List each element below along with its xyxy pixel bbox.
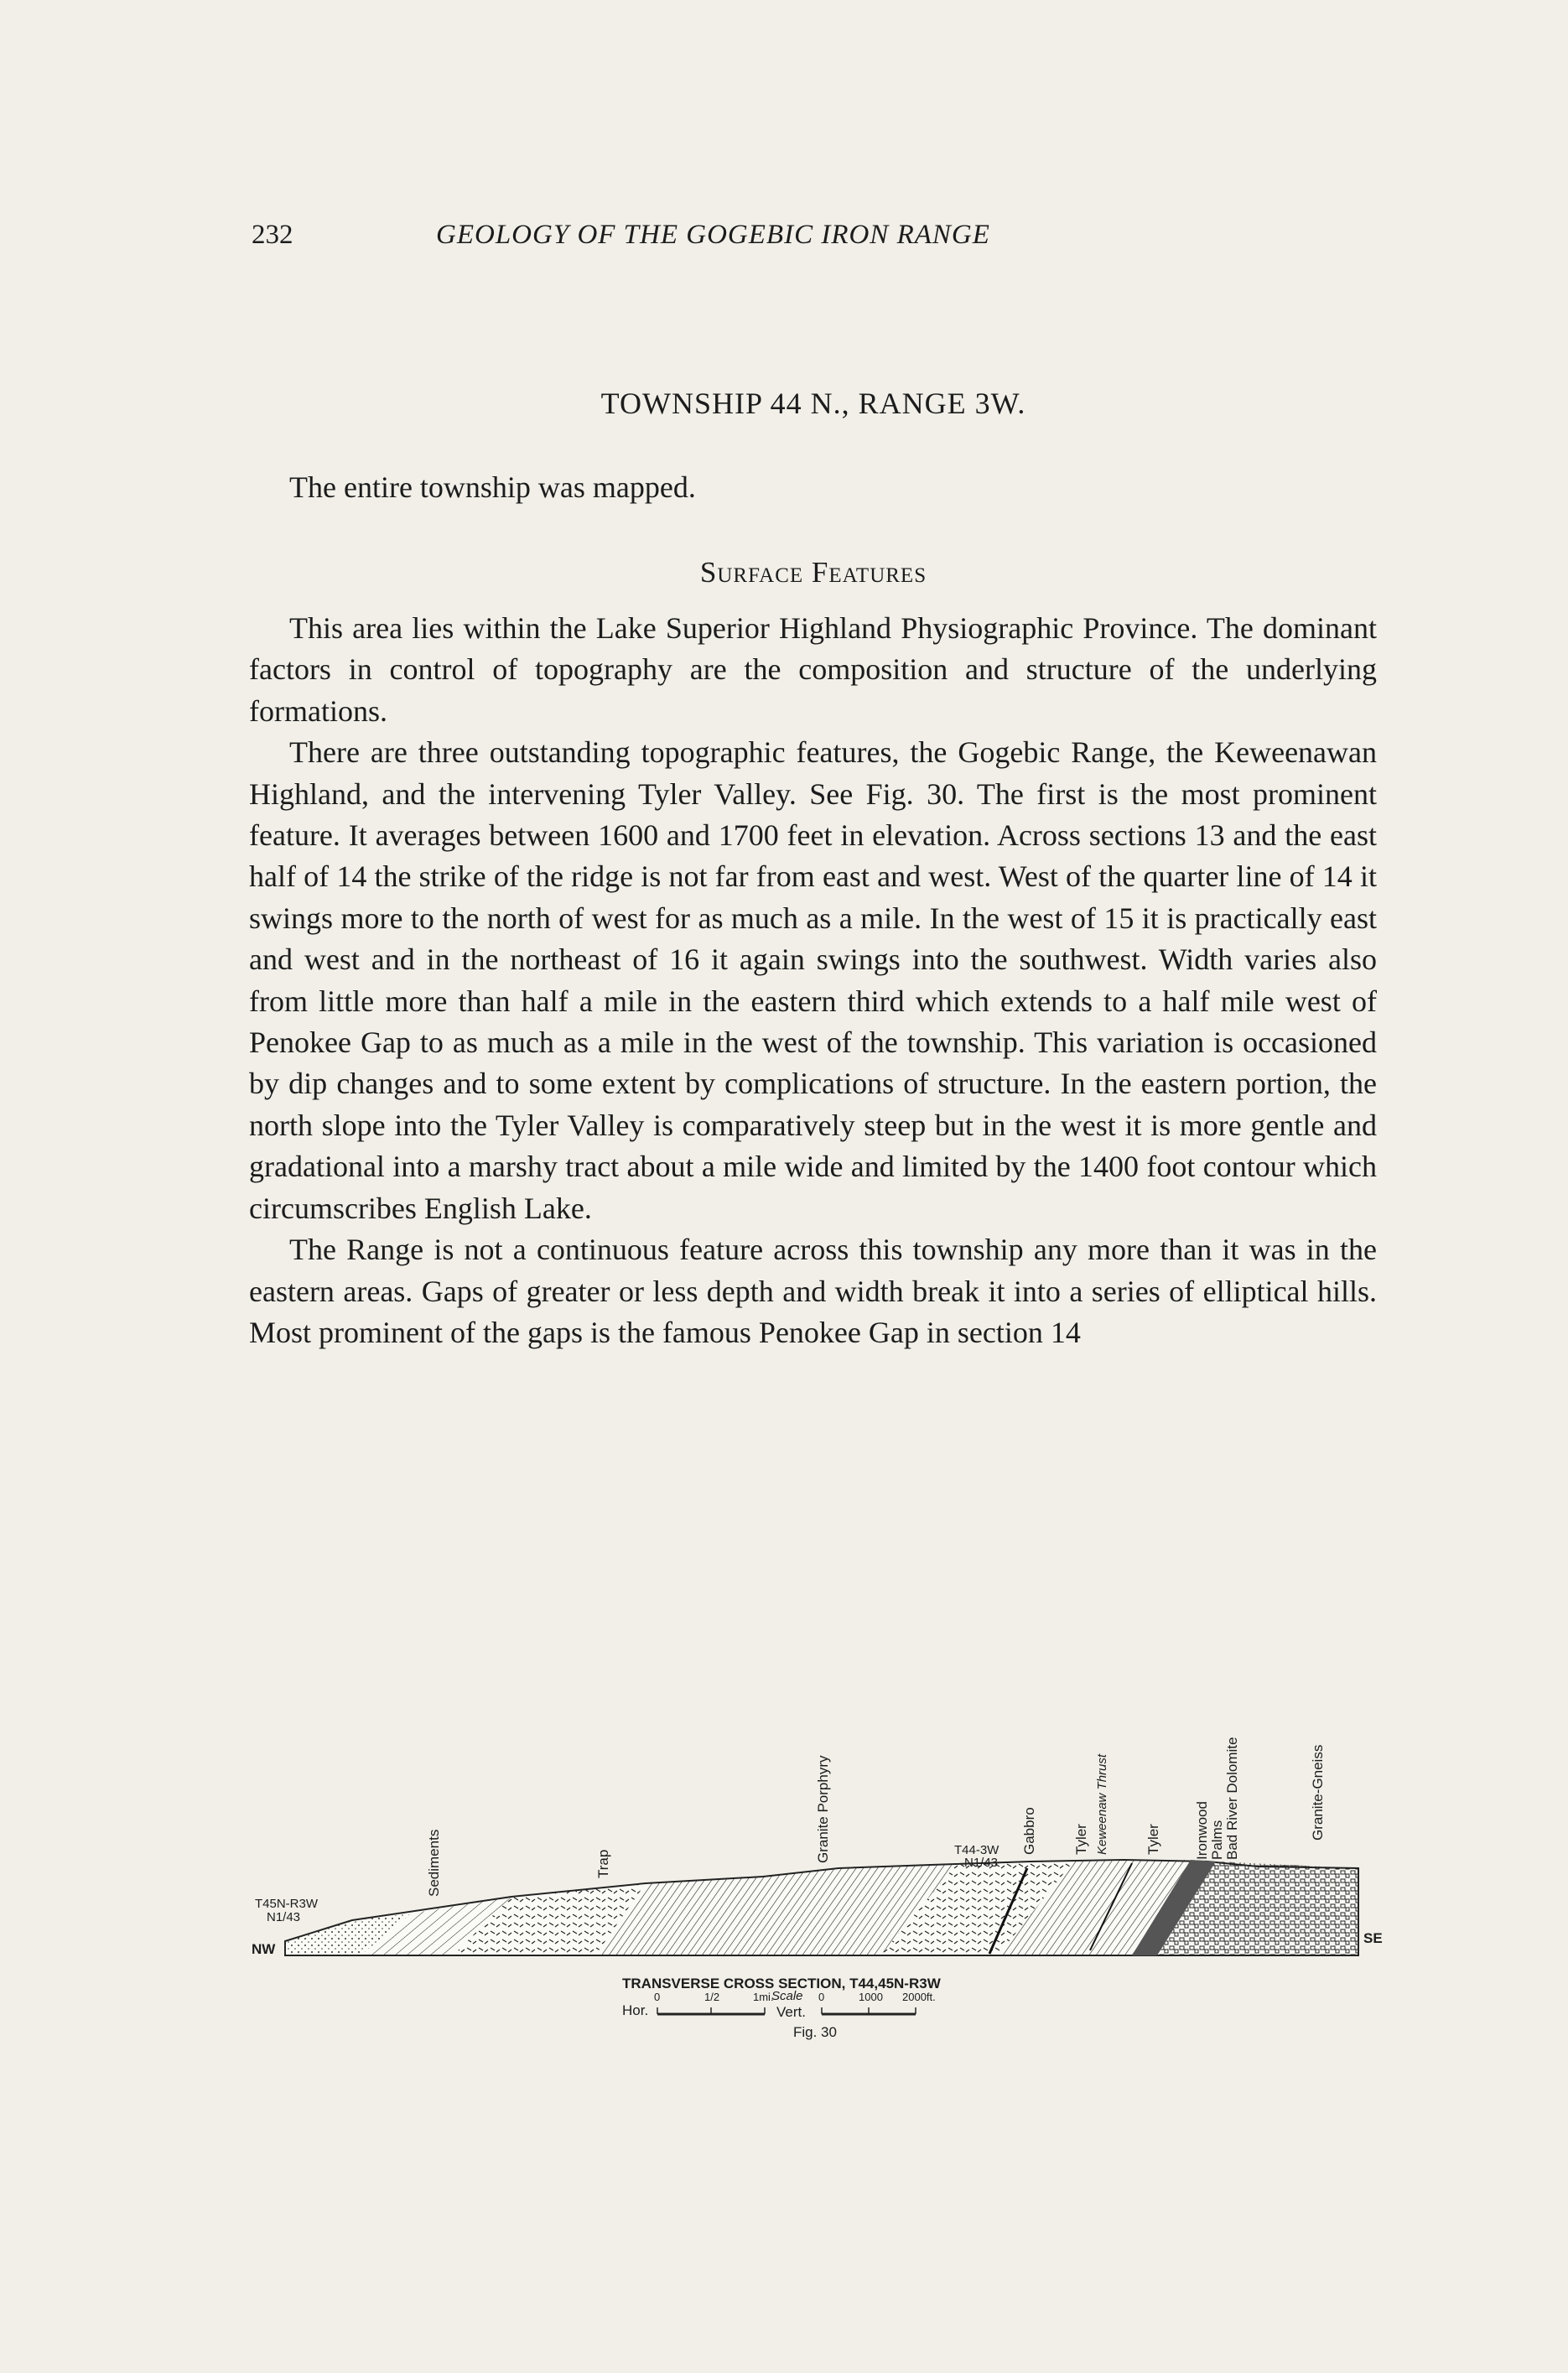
section-heading: Surface Features [699, 556, 927, 589]
paragraph: The Range is not a continuous feature across this township any more than it was in the eastern areas. Gaps of greater or less depth and width break it into a series of elliptical hills. Most prominent of the gaps is the famous Penokee Gap in section 14 [249, 1233, 1377, 1349]
scale-hor-label: Hor. [622, 2002, 649, 2018]
locator-left: T45N-R3W [255, 1897, 319, 1911]
locator-left: N1/43 [267, 1910, 301, 1924]
page-number: 232 [252, 220, 293, 250]
intro-sentence: The entire township was mapped. [289, 470, 696, 504]
formation-label: Tyler [1145, 1824, 1161, 1855]
scale-lines [622, 2002, 924, 2019]
figure-caption: TRANSVERSE CROSS SECTION, T44,45N-R3W [622, 1976, 941, 1991]
formation-label: Trap [595, 1849, 611, 1878]
scale-vert-label: Vert. [776, 2004, 806, 2020]
scale-tick: 1mi. [753, 1991, 774, 2003]
formation-label: Gabbro [1021, 1807, 1037, 1855]
section-title: TOWNSHIP 44 N., RANGE 3W. [600, 387, 1026, 420]
formation-label: Bad River Dolomite [1224, 1737, 1240, 1860]
formation-label: Granite Porphyry [815, 1755, 831, 1863]
scale-tick: 1/2 [704, 1991, 720, 2003]
running-head: GEOLOGY OF THE GOGEBIC IRON RANGE [436, 220, 990, 250]
page-header [252, 220, 1392, 262]
formation-label: Palms [1209, 1820, 1225, 1860]
end-label-nw: NW [252, 1941, 276, 1957]
body-text [249, 608, 1377, 1353]
locator-mid: N1/43 [964, 1856, 999, 1870]
locator-mid: T44-3W [954, 1843, 999, 1857]
cross-section-figure [243, 1669, 1384, 2105]
scale-tick: 1000 [859, 1991, 883, 2003]
formation-label: Granite-Gneiss [1310, 1744, 1326, 1841]
paragraph: There are three outstanding topographic features, the Gogebic Range, the Keweenawan Highland, and the intervening Tyler Valley. See Fig. 30. The first is the most prominent feature. It averages between 1600 and 1700 feet in elevation. Across sections 13 and the east half of 14 the strike of the ridge is not far from east and west. West of the quarter line of 14 it swings more to the north of west for as much as a mile. In the west of 15 it is practically east and west and in the northeast of 16 it again swings into the southwest. Width varies also from little more than half a mile in the eastern third which extends to a half mile west of Penokee Gap to as much as a mile in the west of the township. This variation is occasioned by dip changes and to some extent by complications of structure. In the eastern portion, the north slope into the Tyler Valley is comparatively steep but in the west it is more gentle and gradational into a marshy tract about a mile wide and limited by the 1400 foot contour which circumscribes English Lake. [249, 735, 1377, 1225]
scale-title: Scale [771, 1989, 803, 2003]
figure-number: Fig. 30 [793, 2024, 837, 2040]
formation-label: Sediments [426, 1829, 442, 1897]
paragraph: This area lies within the Lake Superior Highland Physiographic Province. The dominant factors in control of topography are the composition and structure of the underlying formations. [249, 611, 1377, 728]
end-label-se: SE [1363, 1930, 1383, 1946]
section-body [285, 1860, 1358, 1955]
scale-tick: 0 [818, 1991, 825, 2003]
scale-tick: 2000ft. [902, 1991, 936, 2003]
scale-tick: 0 [654, 1991, 661, 2003]
formation-label: Keweenaw Thrust [1095, 1753, 1109, 1855]
formation-label: Ironwood [1194, 1801, 1210, 1860]
formation-label: Tyler [1073, 1824, 1089, 1855]
